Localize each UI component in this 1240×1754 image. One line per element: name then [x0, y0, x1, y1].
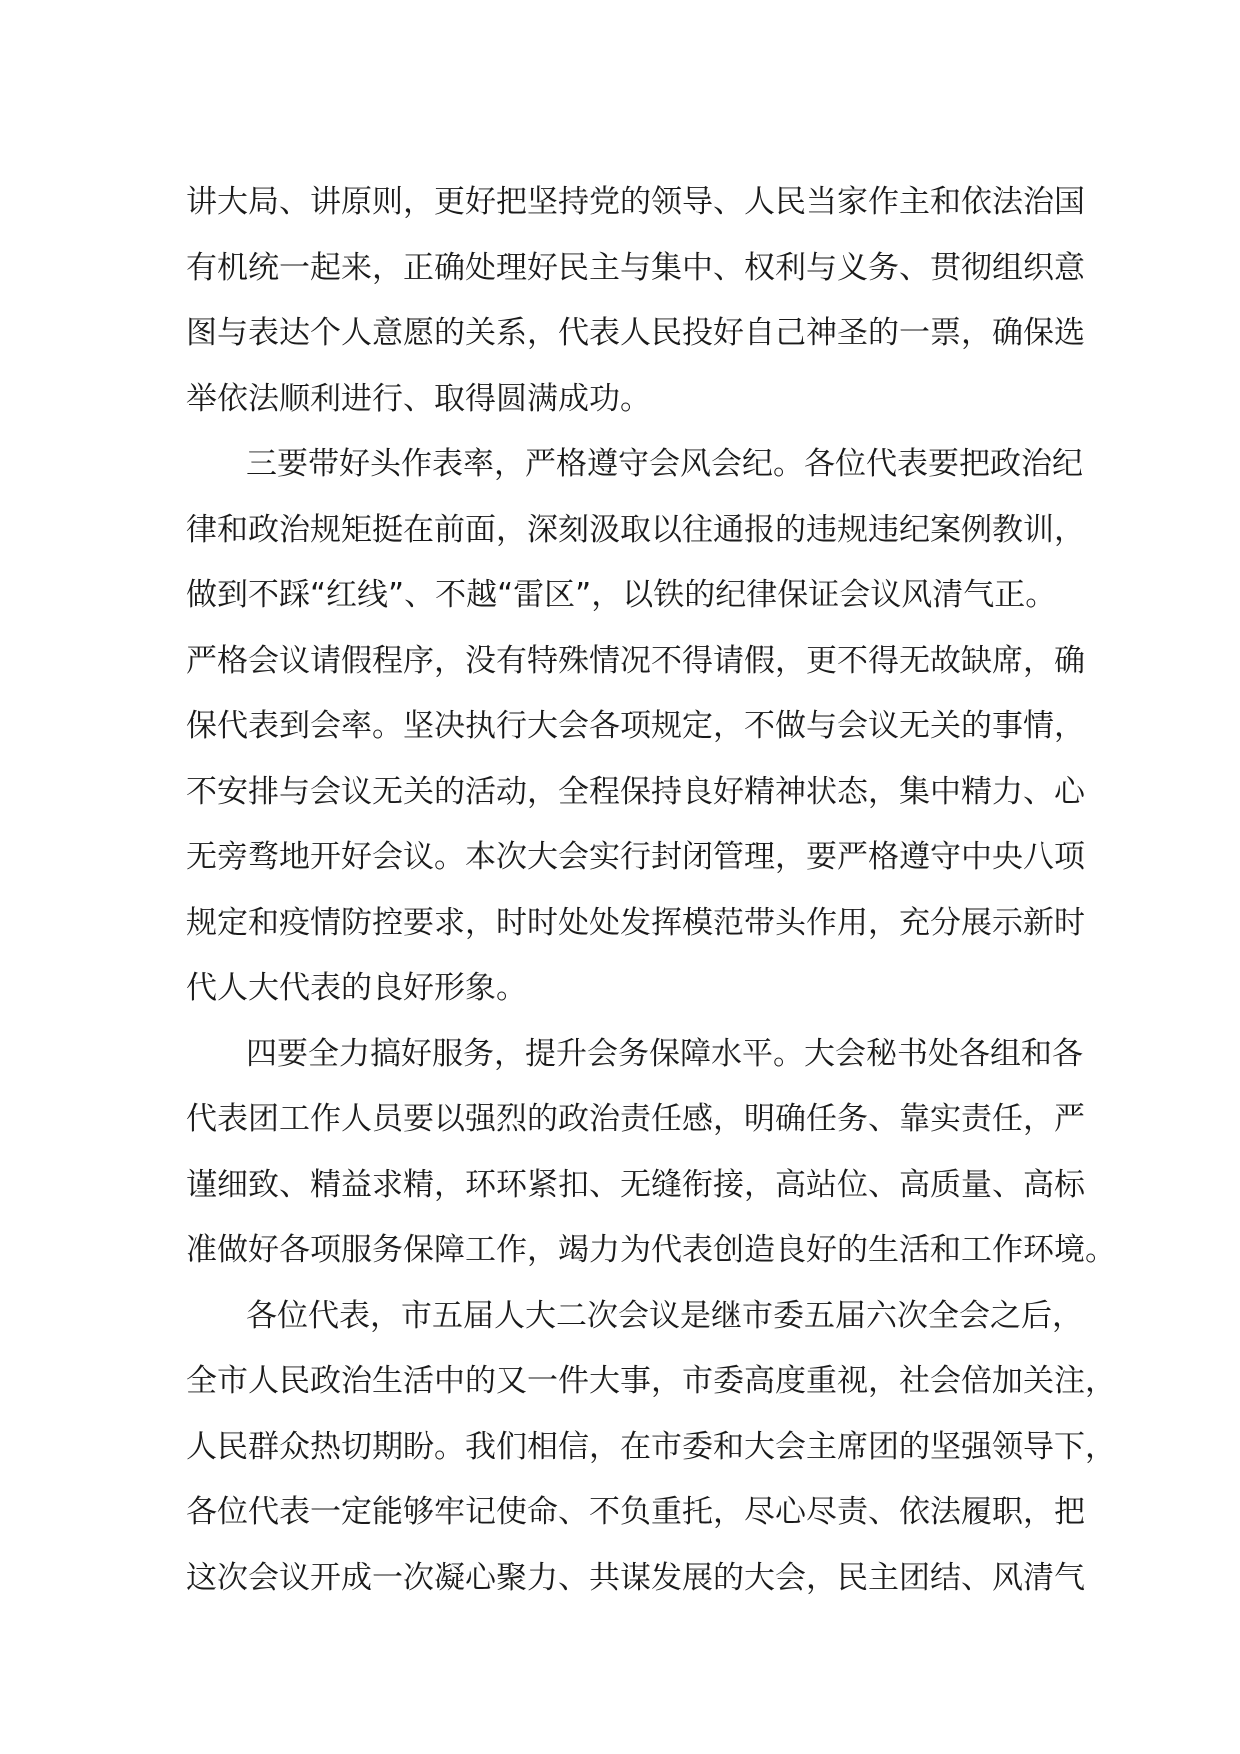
text-line: 全市人民政治生活中的又一件大事，市委高度重视，社会倍加关注，	[186, 1363, 1116, 1399]
text-line: 讲大局、讲原则，更好把坚持党的领导、人民当家作主和依法治国	[186, 184, 1085, 220]
text-line: 代人大代表的良好形象。	[186, 970, 527, 1006]
text-line: 有机统一起来，正确处理好民主与集中、权利与义务、贯彻组织意	[186, 249, 1085, 286]
text-line: 规定和疫情防控要求，时时处处发挥模范带头作用，充分展示新时	[186, 904, 1085, 941]
text-line: 无旁骛地开好会议。本次大会实行封闭管理，要严格遵守中央八项	[186, 839, 1085, 875]
paragraph-start-line: 四要全力搞好服务，提升会务保障水平。大会秘书处各组和各	[246, 1035, 1083, 1072]
text-line: 做到不踩“红线”、不越“雷区”，以铁的纪律保证会议风清气正。	[186, 577, 1057, 613]
text-line: 准做好各项服务保障工作，竭力为代表创造良好的生活和工作环境。	[186, 1232, 1116, 1268]
paragraph-start-line: 各位代表，市五届人大二次会议是继市委五届六次全会之后，	[246, 1297, 1083, 1334]
text-line: 这次会议开成一次凝心聚力、共谋发展的大会，民主团结、风清气	[186, 1559, 1085, 1596]
text-line: 各位代表一定能够牢记使命、不负重托，尽心尽责、依法履职，把	[186, 1494, 1085, 1530]
text-line: 谨细致、精益求精，环环紧扣、无缝衔接，高站位、高质量、高标	[186, 1166, 1085, 1203]
text-line: 不安排与会议无关的活动，全程保持良好精神状态，集中精力、心	[186, 773, 1085, 810]
text-line: 律和政治规矩挺在前面，深刻汲取以往通报的违规违纪案例教训，	[186, 511, 1085, 548]
text-line: 人民群众热切期盼。我们相信，在市委和大会主席团的坚强领导下，	[186, 1428, 1116, 1465]
text-line: 举依法顺利进行、取得圆满成功。	[186, 380, 651, 417]
text-line: 代表团工作人员要以强烈的政治责任感，明确任务、靠实责任，严	[186, 1101, 1085, 1137]
text-line: 保代表到会率。坚决执行大会各项规定，不做与会议无关的事情，	[186, 708, 1085, 744]
text-line: 图与表达个人意愿的关系，代表人民投好自己神圣的一票，确保选	[186, 315, 1085, 351]
paragraph-start-line: 三要带好头作表率，严格遵守会风会纪。各位代表要把政治纪	[246, 446, 1083, 482]
body-text	[186, 170, 1116, 1611]
text-line: 严格会议请假程序，没有特殊情况不得请假，更不得无故缺席，确	[186, 642, 1085, 679]
